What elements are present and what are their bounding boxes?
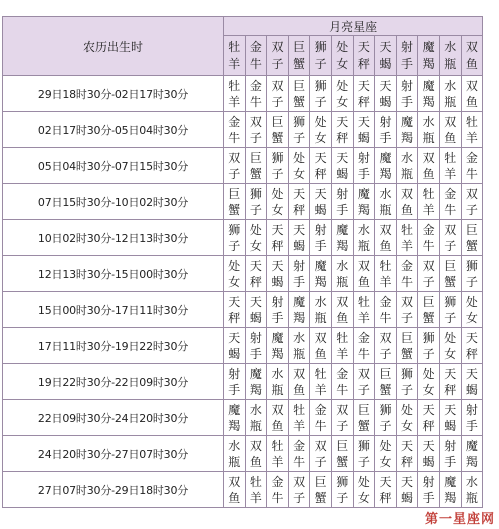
moon-sign-cell: 魔 羯 bbox=[418, 76, 440, 112]
moon-sign-cell: 双 子 bbox=[353, 364, 375, 400]
moon-sign-header: 月亮星座 bbox=[224, 17, 483, 36]
moon-sign-cell: 双 子 bbox=[288, 472, 310, 508]
moon-sign-cell: 双 鱼 bbox=[267, 400, 289, 436]
moon-sign-cell: 处 女 bbox=[439, 328, 461, 364]
moon-sign-cell: 天 秤 bbox=[396, 436, 418, 472]
moon-sign-cell: 牡 羊 bbox=[439, 148, 461, 184]
moon-sign-cell: 双 子 bbox=[396, 292, 418, 328]
moon-sign-cell: 天 秤 bbox=[224, 292, 246, 328]
moon-sign-cell: 水 瓶 bbox=[267, 364, 289, 400]
moon-sign-cell: 射 手 bbox=[310, 220, 332, 256]
birth-time-range-cell: 29日18时30分-02日17时30分 bbox=[3, 76, 224, 112]
moon-sign-cell: 双 子 bbox=[439, 220, 461, 256]
moon-sign-cell: 天 蝎 bbox=[331, 148, 353, 184]
moon-sign-cell: 射 手 bbox=[375, 112, 397, 148]
birth-time-header: 农历出生时 bbox=[3, 17, 224, 76]
table-row bbox=[3, 256, 483, 292]
moon-sign-cell: 天 蝎 bbox=[267, 256, 289, 292]
moon-sign-cell: 天 蝎 bbox=[461, 364, 483, 400]
moon-sign-cell: 金 牛 bbox=[353, 328, 375, 364]
birth-time-range-cell: 24日20时30分-27日07时30分 bbox=[3, 436, 224, 472]
birth-time-range-cell: 19日22时30分-22日09时30分 bbox=[3, 364, 224, 400]
moon-sign-cell: 水 瓶 bbox=[331, 256, 353, 292]
moon-sign-cell: 牡 羊 bbox=[245, 472, 267, 508]
moon-sign-cell: 水 瓶 bbox=[396, 148, 418, 184]
moon-sign-cell: 双 鱼 bbox=[461, 76, 483, 112]
moon-sign-cell: 魔 羯 bbox=[224, 400, 246, 436]
moon-sign-cell: 双 鱼 bbox=[353, 256, 375, 292]
moon-sign-cell: 金 牛 bbox=[461, 148, 483, 184]
moon-sign-cell: 水 瓶 bbox=[288, 328, 310, 364]
birth-time-range-cell: 17日11时30分-19日22时30分 bbox=[3, 328, 224, 364]
moon-sign-cell: 双 鱼 bbox=[288, 364, 310, 400]
moon-sign-cell: 狮 子 bbox=[288, 112, 310, 148]
moon-sign-cell: 狮 子 bbox=[461, 256, 483, 292]
moon-sign-cell: 狮 子 bbox=[224, 220, 246, 256]
moon-sign-cell: 金 牛 bbox=[310, 400, 332, 436]
moon-sign-cell: 狮 子 bbox=[310, 76, 332, 112]
moon-sign-cell: 狮 子 bbox=[375, 400, 397, 436]
moon-sign-cell: 处 女 bbox=[396, 400, 418, 436]
table-body bbox=[3, 76, 483, 508]
sign-column-header: 射 手 bbox=[396, 36, 418, 76]
moon-sign-cell: 天 蝎 bbox=[224, 328, 246, 364]
moon-sign-cell: 牡 羊 bbox=[331, 328, 353, 364]
moon-sign-cell: 金 牛 bbox=[224, 112, 246, 148]
moon-sign-cell: 魔 羯 bbox=[288, 292, 310, 328]
moon-sign-cell: 牡 羊 bbox=[310, 364, 332, 400]
sign-column-header: 金 牛 bbox=[245, 36, 267, 76]
moon-sign-cell: 金 牛 bbox=[439, 184, 461, 220]
moon-sign-cell: 双 子 bbox=[224, 148, 246, 184]
moon-sign-cell: 巨 蟹 bbox=[396, 328, 418, 364]
sign-column-header: 双 鱼 bbox=[461, 36, 483, 76]
moon-sign-cell: 金 牛 bbox=[245, 76, 267, 112]
moon-sign-cell: 金 牛 bbox=[375, 292, 397, 328]
moon-sign-cell: 水 瓶 bbox=[461, 472, 483, 508]
moon-sign-cell: 双 子 bbox=[331, 400, 353, 436]
moon-sign-cell: 射 手 bbox=[396, 76, 418, 112]
table-row bbox=[3, 364, 483, 400]
sign-column-header: 牡 羊 bbox=[224, 36, 246, 76]
table-row bbox=[3, 76, 483, 112]
moon-sign-cell: 巨 蟹 bbox=[310, 472, 332, 508]
moon-sign-cell: 金 牛 bbox=[418, 220, 440, 256]
moon-sign-cell: 天 蝎 bbox=[418, 436, 440, 472]
moon-sign-cell: 处 女 bbox=[418, 364, 440, 400]
moon-sign-cell: 射 手 bbox=[418, 472, 440, 508]
moon-sign-cell: 射 手 bbox=[461, 400, 483, 436]
moon-sign-cell: 魔 羯 bbox=[331, 220, 353, 256]
moon-sign-cell: 双 子 bbox=[461, 184, 483, 220]
moon-sign-cell: 射 手 bbox=[353, 148, 375, 184]
moon-sign-cell: 射 手 bbox=[439, 436, 461, 472]
moon-sign-cell: 水 瓶 bbox=[353, 220, 375, 256]
moon-sign-cell: 射 手 bbox=[331, 184, 353, 220]
sign-column-header: 双 子 bbox=[267, 36, 289, 76]
table-row bbox=[3, 328, 483, 364]
moon-sign-cell: 巨 蟹 bbox=[461, 220, 483, 256]
birth-time-range-cell: 12日13时30分-15日00时30分 bbox=[3, 256, 224, 292]
moon-sign-cell: 金 牛 bbox=[331, 364, 353, 400]
moon-sign-cell: 牡 羊 bbox=[288, 400, 310, 436]
moon-sign-cell: 双 鱼 bbox=[245, 436, 267, 472]
moon-sign-cell: 天 秤 bbox=[439, 364, 461, 400]
moon-sign-cell: 双 鱼 bbox=[375, 220, 397, 256]
table-row bbox=[3, 184, 483, 220]
moon-sign-cell: 巨 蟹 bbox=[375, 364, 397, 400]
moon-sign-cell: 狮 子 bbox=[439, 292, 461, 328]
sign-column-header: 巨 蟹 bbox=[288, 36, 310, 76]
moon-sign-cell: 魔 羯 bbox=[439, 472, 461, 508]
moon-sign-cell: 狮 子 bbox=[396, 364, 418, 400]
moon-sign-cell: 双 鱼 bbox=[224, 472, 246, 508]
moon-sign-cell: 处 女 bbox=[310, 112, 332, 148]
site-watermark: 第一星座网 bbox=[424, 512, 495, 527]
moon-sign-cell: 牡 羊 bbox=[396, 220, 418, 256]
moon-sign-cell: 巨 蟹 bbox=[418, 292, 440, 328]
moon-sign-cell: 魔 羯 bbox=[267, 328, 289, 364]
moon-sign-cell: 处 女 bbox=[224, 256, 246, 292]
birth-time-range-cell: 22日09时30分-24日20时30分 bbox=[3, 400, 224, 436]
moon-sign-cell: 狮 子 bbox=[245, 184, 267, 220]
sign-column-header: 天 秤 bbox=[353, 36, 375, 76]
moon-sign-cell: 天 秤 bbox=[288, 184, 310, 220]
moon-sign-cell: 天 蝎 bbox=[375, 76, 397, 112]
birth-time-range-cell: 15日00时30分-17日11时30分 bbox=[3, 292, 224, 328]
moon-sign-cell: 射 手 bbox=[267, 292, 289, 328]
moon-sign-cell: 天 蝎 bbox=[245, 292, 267, 328]
moon-sign-cell: 狮 子 bbox=[353, 436, 375, 472]
moon-sign-cell: 射 手 bbox=[245, 328, 267, 364]
moon-sign-cell: 处 女 bbox=[461, 292, 483, 328]
moon-sign-cell: 水 瓶 bbox=[245, 400, 267, 436]
moon-sign-cell: 天 秤 bbox=[461, 328, 483, 364]
table-row bbox=[3, 292, 483, 328]
moon-sign-cell: 魔 羯 bbox=[375, 148, 397, 184]
moon-sign-cell: 牡 羊 bbox=[375, 256, 397, 292]
moon-sign-cell: 水 瓶 bbox=[418, 112, 440, 148]
table-row bbox=[3, 112, 483, 148]
moon-sign-cell: 处 女 bbox=[267, 184, 289, 220]
moon-sign-cell: 天 秤 bbox=[331, 112, 353, 148]
moon-sign-cell: 双 子 bbox=[375, 328, 397, 364]
moon-sign-cell: 水 瓶 bbox=[375, 184, 397, 220]
moon-sign-cell: 魔 羯 bbox=[396, 112, 418, 148]
moon-sign-cell: 金 牛 bbox=[267, 472, 289, 508]
moon-sign-cell: 双 子 bbox=[245, 112, 267, 148]
moon-sign-cell: 狮 子 bbox=[267, 148, 289, 184]
table-row bbox=[3, 220, 483, 256]
moon-sign-cell: 双 子 bbox=[418, 256, 440, 292]
moon-sign-cell: 水 瓶 bbox=[439, 76, 461, 112]
moon-sign-cell: 天 蝎 bbox=[310, 184, 332, 220]
moon-sign-table bbox=[2, 16, 483, 508]
moon-sign-cell: 巨 蟹 bbox=[288, 76, 310, 112]
moon-sign-cell: 处 女 bbox=[288, 148, 310, 184]
sign-column-header: 魔 羯 bbox=[418, 36, 440, 76]
moon-sign-cell: 双 鱼 bbox=[396, 184, 418, 220]
moon-sign-cell: 巨 蟹 bbox=[224, 184, 246, 220]
moon-sign-cell: 天 秤 bbox=[267, 220, 289, 256]
moon-sign-cell: 双 鱼 bbox=[439, 112, 461, 148]
table-row bbox=[3, 436, 483, 472]
moon-sign-cell: 水 瓶 bbox=[310, 292, 332, 328]
sign-column-header: 水 瓶 bbox=[439, 36, 461, 76]
moon-sign-cell: 双 鱼 bbox=[310, 328, 332, 364]
moon-sign-cell: 双 子 bbox=[267, 76, 289, 112]
table-row bbox=[3, 148, 483, 184]
moon-sign-cell: 牡 羊 bbox=[353, 292, 375, 328]
moon-sign-cell: 魔 羯 bbox=[310, 256, 332, 292]
birth-time-range-cell: 27日07时30分-29日18时30分 bbox=[3, 472, 224, 508]
moon-sign-cell: 水 瓶 bbox=[224, 436, 246, 472]
table-row bbox=[3, 472, 483, 508]
moon-sign-cell: 射 手 bbox=[288, 256, 310, 292]
birth-time-range-cell: 07日15时30分-10日02时30分 bbox=[3, 184, 224, 220]
birth-time-range-cell: 10日02时30分-12日13时30分 bbox=[3, 220, 224, 256]
moon-sign-cell: 双 子 bbox=[310, 436, 332, 472]
moon-sign-cell: 天 蝎 bbox=[396, 472, 418, 508]
moon-sign-cell: 牡 羊 bbox=[418, 184, 440, 220]
moon-sign-cell: 金 牛 bbox=[396, 256, 418, 292]
moon-sign-cell: 狮 子 bbox=[331, 472, 353, 508]
moon-sign-cell: 天 秤 bbox=[375, 472, 397, 508]
moon-sign-cell: 魔 羯 bbox=[245, 364, 267, 400]
moon-sign-cell: 魔 羯 bbox=[353, 184, 375, 220]
moon-sign-cell: 天 秤 bbox=[418, 400, 440, 436]
moon-sign-cell: 金 牛 bbox=[288, 436, 310, 472]
moon-sign-cell: 牡 羊 bbox=[224, 76, 246, 112]
moon-sign-cell: 处 女 bbox=[375, 436, 397, 472]
sign-column-header: 处 女 bbox=[331, 36, 353, 76]
moon-sign-cell: 天 秤 bbox=[310, 148, 332, 184]
moon-sign-cell: 巨 蟹 bbox=[267, 112, 289, 148]
table-row bbox=[3, 400, 483, 436]
moon-sign-cell: 巨 蟹 bbox=[353, 400, 375, 436]
moon-sign-cell: 双 鱼 bbox=[418, 148, 440, 184]
moon-sign-cell: 巨 蟹 bbox=[439, 256, 461, 292]
moon-sign-cell: 天 蝎 bbox=[439, 400, 461, 436]
moon-sign-cell: 射 手 bbox=[224, 364, 246, 400]
moon-sign-cell: 魔 羯 bbox=[461, 436, 483, 472]
moon-sign-cell: 处 女 bbox=[245, 220, 267, 256]
birth-time-range-cell: 02日17时30分-05日04时30分 bbox=[3, 112, 224, 148]
moon-sign-cell: 巨 蟹 bbox=[245, 148, 267, 184]
moon-sign-cell: 处 女 bbox=[331, 76, 353, 112]
moon-sign-cell: 天 秤 bbox=[353, 76, 375, 112]
moon-sign-cell: 天 秤 bbox=[245, 256, 267, 292]
moon-sign-cell: 双 鱼 bbox=[331, 292, 353, 328]
moon-sign-cell: 狮 子 bbox=[418, 328, 440, 364]
sign-column-header: 狮 子 bbox=[310, 36, 332, 76]
moon-sign-cell: 牡 羊 bbox=[461, 112, 483, 148]
moon-sign-cell: 牡 羊 bbox=[267, 436, 289, 472]
moon-sign-cell: 巨 蟹 bbox=[331, 436, 353, 472]
moon-sign-cell: 处 女 bbox=[353, 472, 375, 508]
moon-sign-cell: 天 蝎 bbox=[353, 112, 375, 148]
birth-time-range-cell: 05日04时30分-07日15时30分 bbox=[3, 148, 224, 184]
sign-column-header: 天 蝎 bbox=[375, 36, 397, 76]
moon-sign-cell: 天 蝎 bbox=[288, 220, 310, 256]
